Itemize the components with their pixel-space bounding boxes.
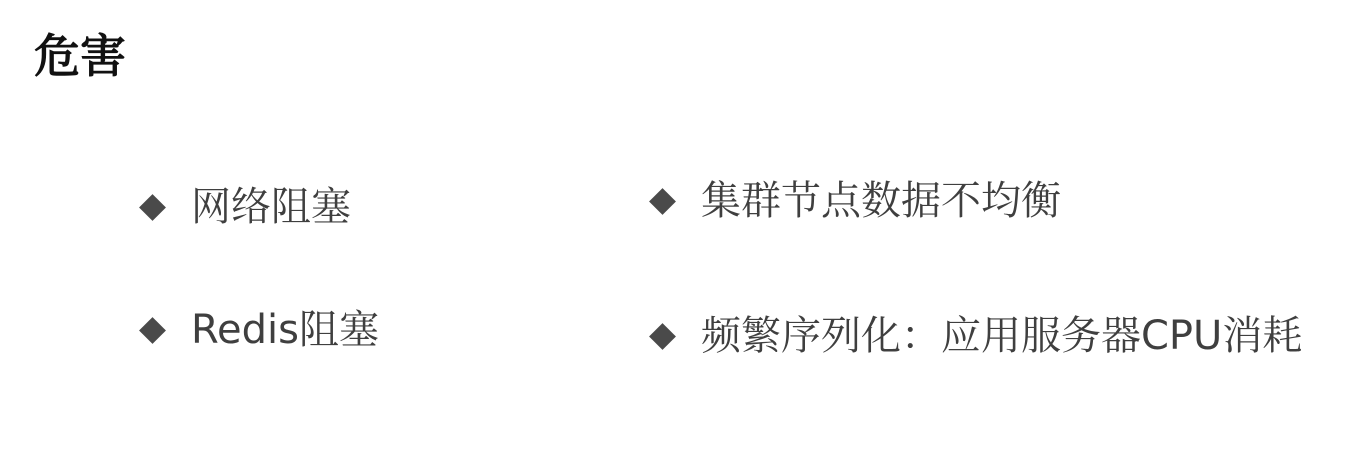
diamond-bullet-icon xyxy=(139,317,166,344)
bullet-item-frequent-serialization xyxy=(646,309,1302,363)
diamond-bullet-icon xyxy=(139,194,166,221)
diamond-bullet-icon xyxy=(649,323,676,350)
bullet-text: 网络阻塞 xyxy=(191,184,351,230)
bullet-text: Redis阻塞 xyxy=(191,307,379,353)
bullet-text: 频繁序列化：应用服务器CPU消耗 xyxy=(701,313,1303,359)
bullet-item-network-congestion xyxy=(136,180,351,234)
slide-title: 危害 xyxy=(34,29,126,83)
bullet-text: 集群节点数据不均衡 xyxy=(701,178,1061,224)
diamond-bullet-icon xyxy=(649,188,676,215)
bullet-item-cluster-imbalance xyxy=(646,174,1061,228)
bullet-item-redis-blocking xyxy=(136,303,379,357)
